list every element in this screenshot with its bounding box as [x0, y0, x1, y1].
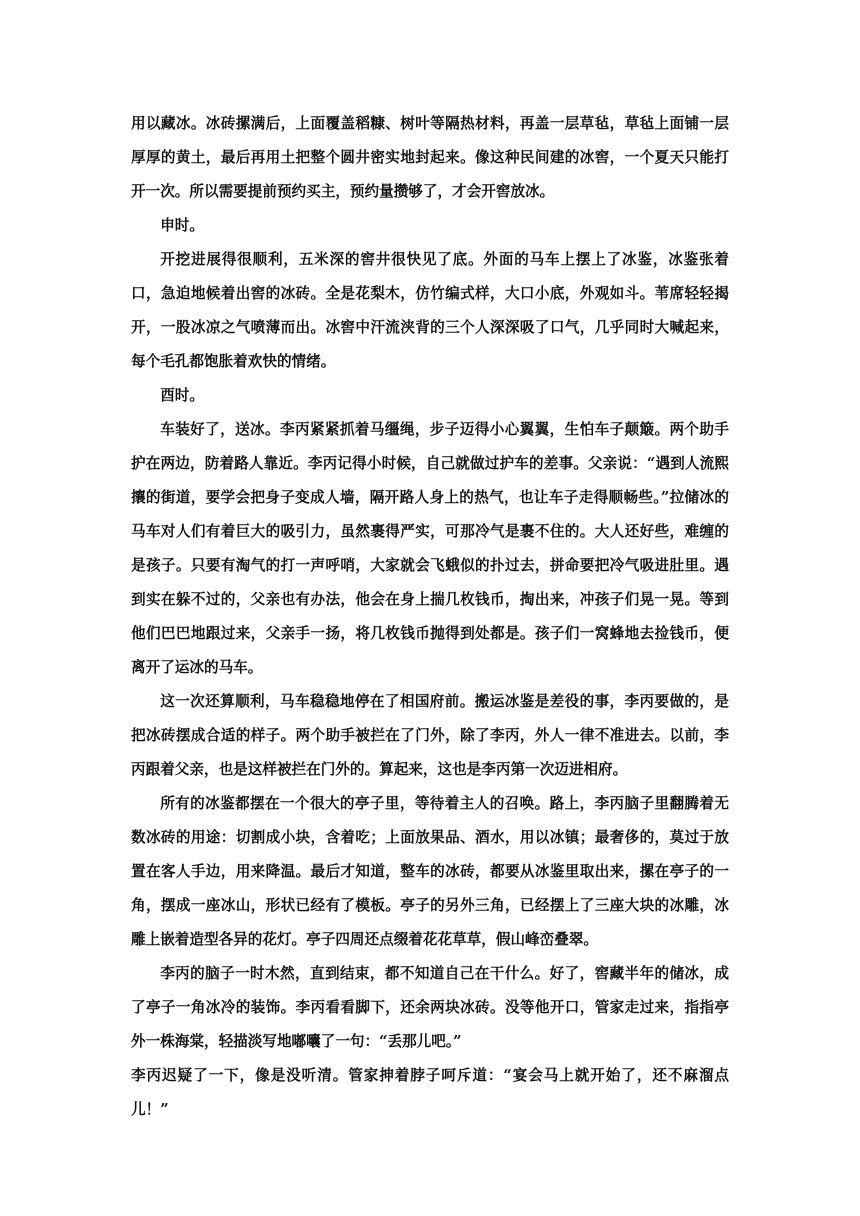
paragraph-arrival: 这一次还算顺利，马车稳稳地停在了相国府前。搬运冰鉴是差役的事，李丙要做的，是把冰砖摆成合适的样子。两个助手被拦在了门外，除了李丙，外人一律不准进去。以前，李丙跟着父亲，也是这样被拦在门外的。算起来，这也是李丙第一次迈进相府。	[131, 693, 729, 778]
time-marker-you: 酉时。	[160, 387, 204, 404]
paragraph-ice-storage: 用以藏冰。冰砖摞满后，上面覆盖稻糠、树叶等隔热材料，再盖一层草毡，草毡上面铺一层厚厚的黄土，最后再用土把整个圆井密实地封起来。像这种民间建的冰窖，一个夏天只能打开一次。所以需要提前预约买主，预约量攒够了，才会开窖放冰。	[131, 115, 729, 200]
time-marker-shen: 申时。	[160, 217, 204, 234]
story-text	[131, 107, 729, 1127]
paragraph-pavilion: 所有的冰鉴都摆在一个很大的亭子里，等待着主人的召唤。路上，李丙脑子里翻腾着无数冰砖的用途：切割成小块，含着吃；上面放果品、酒水，用以冰镇；最奢侈的，莫过于放置在客人手边，用来降温。最后才知道，整车的冰砖，都要从冰鉴里取出来，摞在亭子的一角，摆成一座冰山，形状已经有了模板。亭子的另外三角，已经摆上了三座大块的冰雕，冰雕上嵌着造型各异的花灯。亭子四周还点缀着花花草草，假山峰峦叠翠。	[131, 795, 729, 948]
paragraph-remaining-ice: 李丙的脑子一时木然，直到结束，都不知道自己在干什么。好了，窖藏半年的储冰，成了亭子一角冰冷的装饰。李丙看看脚下，还余两块冰砖。没等他开口，管家走过来，指指亭外一株海棠，轻描淡写地嘟囔了一句：“丢那儿吧。”	[131, 965, 729, 1050]
paragraph-steward-scold: 李丙迟疑了一下，像是没听清。管家抻着脖子呵斥道：“宴会马上就开始了，还不麻溜点儿！”	[131, 1067, 729, 1118]
paragraph-digging: 开挖进展得很顺利，五米深的窖井很快见了底。外面的马车上摆上了冰鉴，冰鉴张着口，急迫地候着出窖的冰砖。全是花梨木，仿竹编式样，大口小底，外观如斗。苇席轻轻揭开，一股冰凉之气喷薄而出。冰窖中汗流浃背的三个人深深吸了口气，几乎同时大喊起来，每个毛孔都饱胀着欢快的情绪。	[131, 251, 729, 370]
paragraph-delivery: 车装好了，送冰。李丙紧紧抓着马缰绳，步子迈得小心翼翼，生怕车子颠簸。两个助手护在两边，防着路人靠近。李丙记得小时候，自己就做过护车的差事。父亲说：“遇到人流熙攘的街道，要学会把身子变成人墙，隔开路人身上的热气，也让车子走得顺畅些。”拉储冰的马车对人们有着巨大的吸引力，虽然裹得严实，可那冷气是裹不住的。大人还好些，难缠的是孩子。只要有淘气的打一声呼哨，大家就会飞蛾似的扑过去，拼命要把冷气吸进肚里。遇到实在躲不过的，父亲也有办法，他会在身上揣几枚钱币，掏出来，冲孩子们晃一晃。等到他们巴巴地跟过来，父亲手一扬，将几枚钱币抛得到处都是。孩子们一窝蜂地去捡钱币，便离开了运冰的马车。	[131, 421, 729, 676]
